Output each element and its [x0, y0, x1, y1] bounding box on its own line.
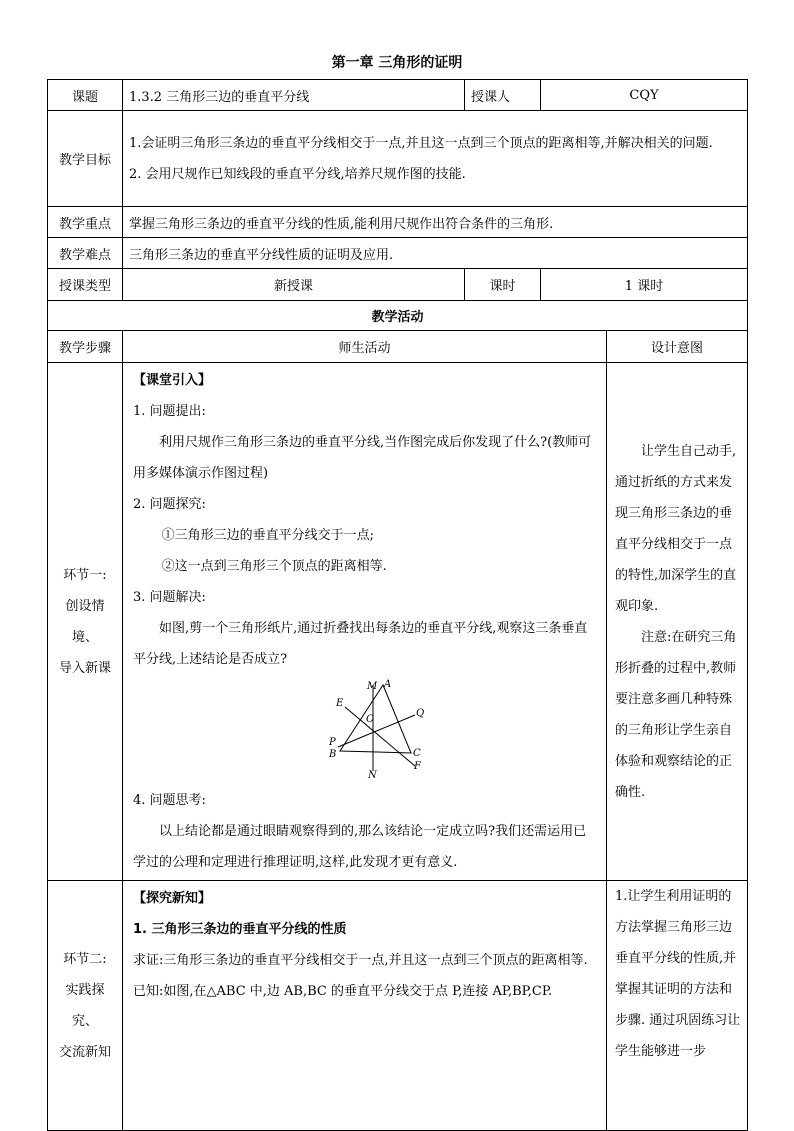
section2-heading: 【探究新知】	[133, 891, 212, 906]
q1-title: 1. 问题提出:	[133, 404, 206, 419]
label-o: O	[366, 714, 375, 725]
topic-value: 1.3.2 三角形三边的垂直平分线	[123, 80, 465, 111]
difficulties-value: 三角形三条边的垂直平分线性质的证明及应用.	[123, 238, 748, 269]
goal-2: 2. 会用尺规作已知线段的垂直平分线,培养尺规作图的技能.	[129, 166, 466, 182]
topic-row	[48, 80, 748, 111]
perp-bisector-pq	[338, 715, 415, 747]
q3-text: 如图,剪一个三角形纸片,通过折叠找出每条边的垂直平分线,观察这三条垂直平分线,上述结论是否成立?	[133, 621, 588, 667]
column-activity: 师生活动	[123, 331, 607, 363]
section1-activity	[123, 363, 607, 881]
columns-row	[48, 331, 748, 363]
section1-heading: 【课堂引入】	[133, 373, 212, 388]
q2-item2: ②这一点到三角形三个顶点的距离相等.	[161, 559, 387, 574]
section2-step-line3: 交流新知	[58, 1044, 111, 1060]
section2-step-line1: 环节二:	[63, 951, 107, 967]
section1-intent-p2: 注意:在研究三角形折叠的过程中,教师要注意多画几种特殊的三角形让学生亲自体验和观察结论的正确性.	[615, 629, 737, 800]
q2-title: 2. 问题探究:	[133, 497, 206, 512]
section1-intent	[607, 363, 748, 881]
triangle-figure	[323, 679, 433, 779]
q4-text: 以上结论都是通过眼睛观察得到的,那么该结论一定成立吗?我们还需运用已学过的公理和定理进行推理证明,这样,此发现才更有意义.	[133, 824, 587, 870]
class-type-value: 新授课	[123, 269, 465, 301]
section2-given: 已知:如图,在△ABC 中,边 AB,BC 的垂直平分线交于点 P,连接 AP,BP,CP.	[133, 984, 553, 999]
section2-activity	[123, 881, 607, 1131]
q4-title: 4. 问题思考:	[133, 793, 206, 808]
hours-value: 1 课时	[541, 269, 748, 301]
section1-step	[48, 363, 123, 881]
section2-step	[48, 881, 123, 1131]
section2-intent-text: 1.让学生利用证明的方法掌握三角形三边垂直平分线的性质,并掌握其证明的方法和步骤. 通过巩固练习让学生能够进一步	[615, 889, 741, 1059]
label-q: Q	[416, 708, 425, 719]
section2-subtitle: 1. 三角形三条边的垂直平分线的性质	[133, 922, 347, 937]
label-a: A	[384, 679, 392, 690]
section2-step-line2: 实践探究、	[65, 982, 105, 1029]
lesson-plan-table	[47, 79, 748, 1131]
key-points-row	[48, 207, 748, 238]
activities-title: 教学活动	[48, 301, 748, 331]
activities-title-row	[48, 301, 748, 331]
section1-step-line1: 环节一:	[63, 567, 107, 583]
triangle-abc	[340, 685, 411, 753]
difficulties-label: 教学难点	[48, 238, 123, 269]
label-b: B	[329, 749, 337, 760]
column-step: 教学步骤	[48, 331, 123, 363]
label-e: E	[336, 698, 344, 709]
goals-row	[48, 111, 748, 207]
key-points-label: 教学重点	[48, 207, 123, 238]
teacher-label: 授课人	[465, 80, 541, 111]
section2-prove: 求证:三角形三条边的垂直平分线相交于一点,并且这一点到三个顶点的距离相等.	[133, 953, 588, 968]
label-p: P	[329, 737, 336, 748]
label-m: M	[367, 681, 378, 692]
section2-intent	[607, 881, 748, 1131]
label-c: C	[413, 748, 421, 759]
page-title: 第一章 三角形的证明	[331, 55, 463, 71]
key-points-value: 掌握三角形三条边的垂直平分线的性质,能利用尺规作出符合条件的三角形.	[123, 207, 748, 238]
goal-1: 1.会证明三角形三条边的垂直平分线相交于一点,并且这一点到三个顶点的距离相等,并解决相关的问题.	[129, 135, 713, 151]
label-f: F	[414, 761, 421, 772]
q1-text: 利用尺规作三角形三条边的垂直平分线,当作图完成后你发现了什么?(教师可用多媒体演示作图过程)	[133, 435, 592, 481]
column-intent: 设计意图	[607, 331, 748, 363]
section1-intent-p1: 让学生自己动手,通过折纸的方式来发现三角形三条边的垂直平分线相交于一点的特性,加深学生的直观印象.	[615, 443, 737, 614]
section1-step-line3: 导入新课	[58, 660, 111, 676]
goals-label: 教学目标	[48, 111, 123, 207]
q3-title: 3. 问题解决:	[133, 590, 206, 605]
difficulties-row	[48, 238, 748, 269]
q2-item1: ①三角形三边的垂直平分线交于一点;	[161, 528, 374, 543]
teacher-value: CQY	[541, 80, 748, 111]
class-type-label: 授课类型	[48, 269, 123, 301]
section2-row	[48, 881, 748, 1131]
section1-row	[48, 363, 748, 881]
label-n: N	[368, 770, 377, 779]
topic-label: 课题	[48, 80, 123, 111]
section1-step-line2: 创设情境、	[65, 598, 105, 645]
hours-label: 课时	[465, 269, 541, 301]
goals-content	[123, 111, 748, 207]
class-type-row	[48, 269, 748, 301]
